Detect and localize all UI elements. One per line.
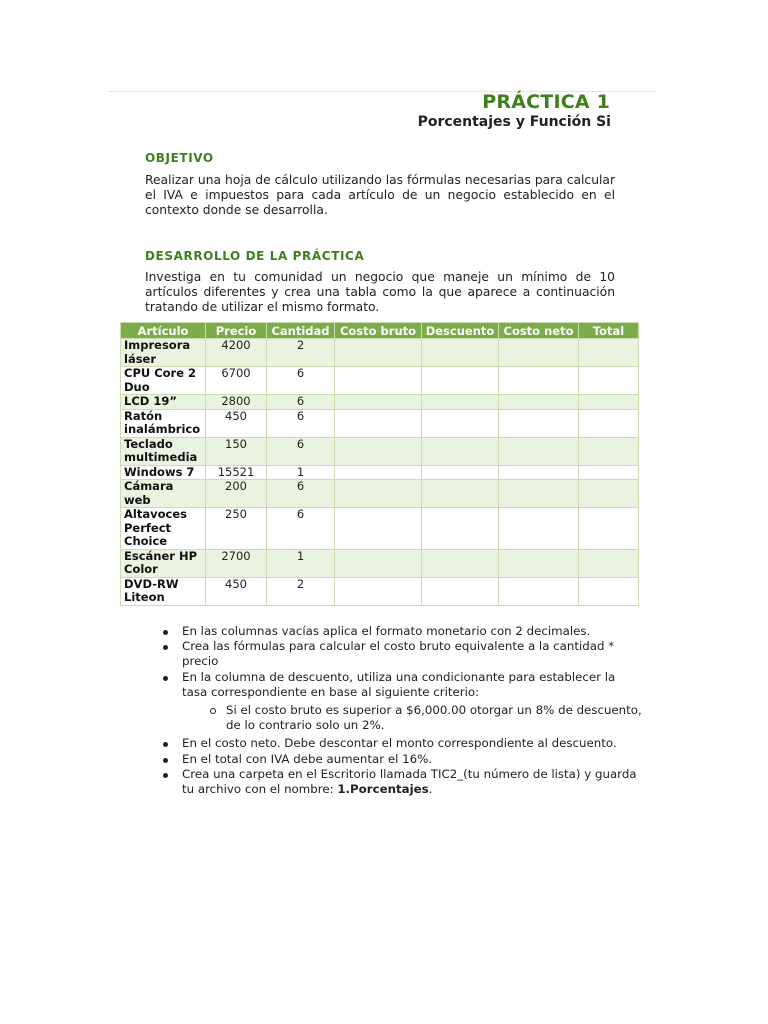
costo-bruto-cell (335, 577, 422, 605)
descuento-cell (422, 339, 499, 367)
sub-bullet-icon (210, 708, 216, 714)
quantity-cell: 6 (267, 367, 335, 395)
instructions-list (162, 624, 642, 797)
descuento-cell (422, 409, 499, 437)
total-cell (579, 549, 639, 577)
objetivo-heading: OBJETIVO (145, 151, 214, 165)
column-header-total: Total (579, 323, 639, 339)
article-cell: Windows 7 (121, 465, 206, 480)
bullet-icon (163, 742, 168, 747)
quantity-cell: 2 (267, 577, 335, 605)
costo-neto-cell (499, 465, 579, 480)
list-item: En la columna de descuento, utiliza una condicionante para establecer la tasa correspondiente en base al siguiente criterio: (162, 670, 642, 700)
table-row (121, 577, 639, 605)
table-row (121, 549, 639, 577)
total-cell (579, 577, 639, 605)
total-cell (579, 395, 639, 410)
table-row (121, 339, 639, 367)
total-cell (579, 437, 639, 465)
price-cell: 450 (206, 409, 267, 437)
quantity-cell: 2 (267, 339, 335, 367)
page-title: PRÁCTICA 1 (482, 91, 610, 113)
total-cell (579, 480, 639, 508)
price-cell: 6700 (206, 367, 267, 395)
article-cell: Teclado multimedia (121, 437, 206, 465)
bullet-icon (163, 630, 168, 635)
costo-neto-cell (499, 508, 579, 550)
costo-neto-cell (499, 549, 579, 577)
table-row (121, 465, 639, 480)
list-item: Crea las fórmulas para calcular el costo bruto equivalente a la cantidad * precio (162, 639, 642, 669)
list-item: En el costo neto. Debe descontar el monto correspondiente al descuento. (162, 736, 642, 751)
article-cell: Impresora láser (121, 339, 206, 367)
costo-neto-cell (499, 339, 579, 367)
column-header-descuento: Descuento (422, 323, 499, 339)
total-cell (579, 508, 639, 550)
table-row (121, 409, 639, 437)
column-header-costo-neto: Costo neto (499, 323, 579, 339)
price-cell: 2800 (206, 395, 267, 410)
objetivo-text: Realizar una hoja de cálculo utilizando las fórmulas necesarias para calcular el IVA e impuestos para cada artículo de un negocio establecido en el contexto donde se desarrolla. (145, 173, 615, 217)
price-cell: 200 (206, 480, 267, 508)
price-cell: 250 (206, 508, 267, 550)
quantity-cell: 1 (267, 549, 335, 577)
costo-bruto-cell (335, 508, 422, 550)
desarrollo-text: Investiga en tu comunidad un negocio que maneje un mínimo de 10 artículos diferentes y crea una tabla como la que aparece a continuación tratando de utilizar el mismo formato. (145, 270, 615, 314)
costo-bruto-cell (335, 395, 422, 410)
costo-neto-cell (499, 480, 579, 508)
column-header-costo-bruto: Costo bruto (335, 323, 422, 339)
desarrollo-heading: DESARROLLO DE LA PRÁCTICA (145, 249, 365, 263)
page-subtitle: Porcentajes y Función Si (417, 114, 611, 130)
costo-bruto-cell (335, 480, 422, 508)
quantity-cell: 1 (267, 465, 335, 480)
table-row (121, 367, 639, 395)
articles-table (120, 322, 639, 606)
descuento-cell (422, 549, 499, 577)
quantity-cell: 6 (267, 480, 335, 508)
table-row (121, 395, 639, 410)
costo-bruto-cell (335, 409, 422, 437)
bullet-icon (163, 758, 168, 763)
table-row (121, 480, 639, 508)
costo-neto-cell (499, 367, 579, 395)
descuento-cell (422, 508, 499, 550)
article-cell: LCD 19” (121, 395, 206, 410)
costo-neto-cell (499, 409, 579, 437)
table-row (121, 437, 639, 465)
costo-neto-cell (499, 395, 579, 410)
quantity-cell: 6 (267, 395, 335, 410)
descuento-cell (422, 480, 499, 508)
descuento-cell (422, 367, 499, 395)
bullet-icon (163, 676, 168, 681)
descuento-cell (422, 577, 499, 605)
descuento-cell (422, 395, 499, 410)
article-cell: Escáner HP Color (121, 549, 206, 577)
costo-bruto-cell (335, 367, 422, 395)
column-header-articulo: Artículo (121, 323, 206, 339)
price-cell: 4200 (206, 339, 267, 367)
article-cell: CPU Core 2 Duo (121, 367, 206, 395)
descuento-cell (422, 465, 499, 480)
bullet-icon (163, 645, 168, 650)
list-item: En el total con IVA debe aumentar el 16%. (162, 752, 642, 767)
article-cell: Cámara web (121, 480, 206, 508)
article-cell: DVD-RW Liteon (121, 577, 206, 605)
price-cell: 15521 (206, 465, 267, 480)
costo-bruto-cell (335, 437, 422, 465)
article-cell: Ratón inalámbrico (121, 409, 206, 437)
column-header-precio: Precio (206, 323, 267, 339)
price-cell: 2700 (206, 549, 267, 577)
costo-neto-cell (499, 437, 579, 465)
table-header-row (121, 323, 639, 339)
list-item: Si el costo bruto es superior a $6,000.00 otorgar un 8% de descuento, de lo contrario solo un 2%. (162, 703, 642, 733)
descuento-cell (422, 437, 499, 465)
list-item: En las columnas vacías aplica el formato monetario con 2 decimales. (162, 624, 642, 639)
bullet-icon (163, 773, 168, 778)
filename-text: 1.Porcentajes (337, 782, 429, 797)
table-row (121, 508, 639, 550)
costo-bruto-cell (335, 339, 422, 367)
costo-bruto-cell (335, 549, 422, 577)
column-header-cantidad: Cantidad (267, 323, 335, 339)
list-item: Crea una carpeta en el Escritorio llamada TIC2_(tu número de lista) y guarda tu archivo con el nombre: 1.Porcentajes. (162, 767, 642, 797)
total-cell (579, 409, 639, 437)
total-cell (579, 465, 639, 480)
costo-neto-cell (499, 577, 579, 605)
price-cell: 450 (206, 577, 267, 605)
article-cell: Altavoces Perfect Choice (121, 508, 206, 550)
price-cell: 150 (206, 437, 267, 465)
total-cell (579, 367, 639, 395)
quantity-cell: 6 (267, 508, 335, 550)
quantity-cell: 6 (267, 437, 335, 465)
quantity-cell: 6 (267, 409, 335, 437)
total-cell (579, 339, 639, 367)
costo-bruto-cell (335, 465, 422, 480)
